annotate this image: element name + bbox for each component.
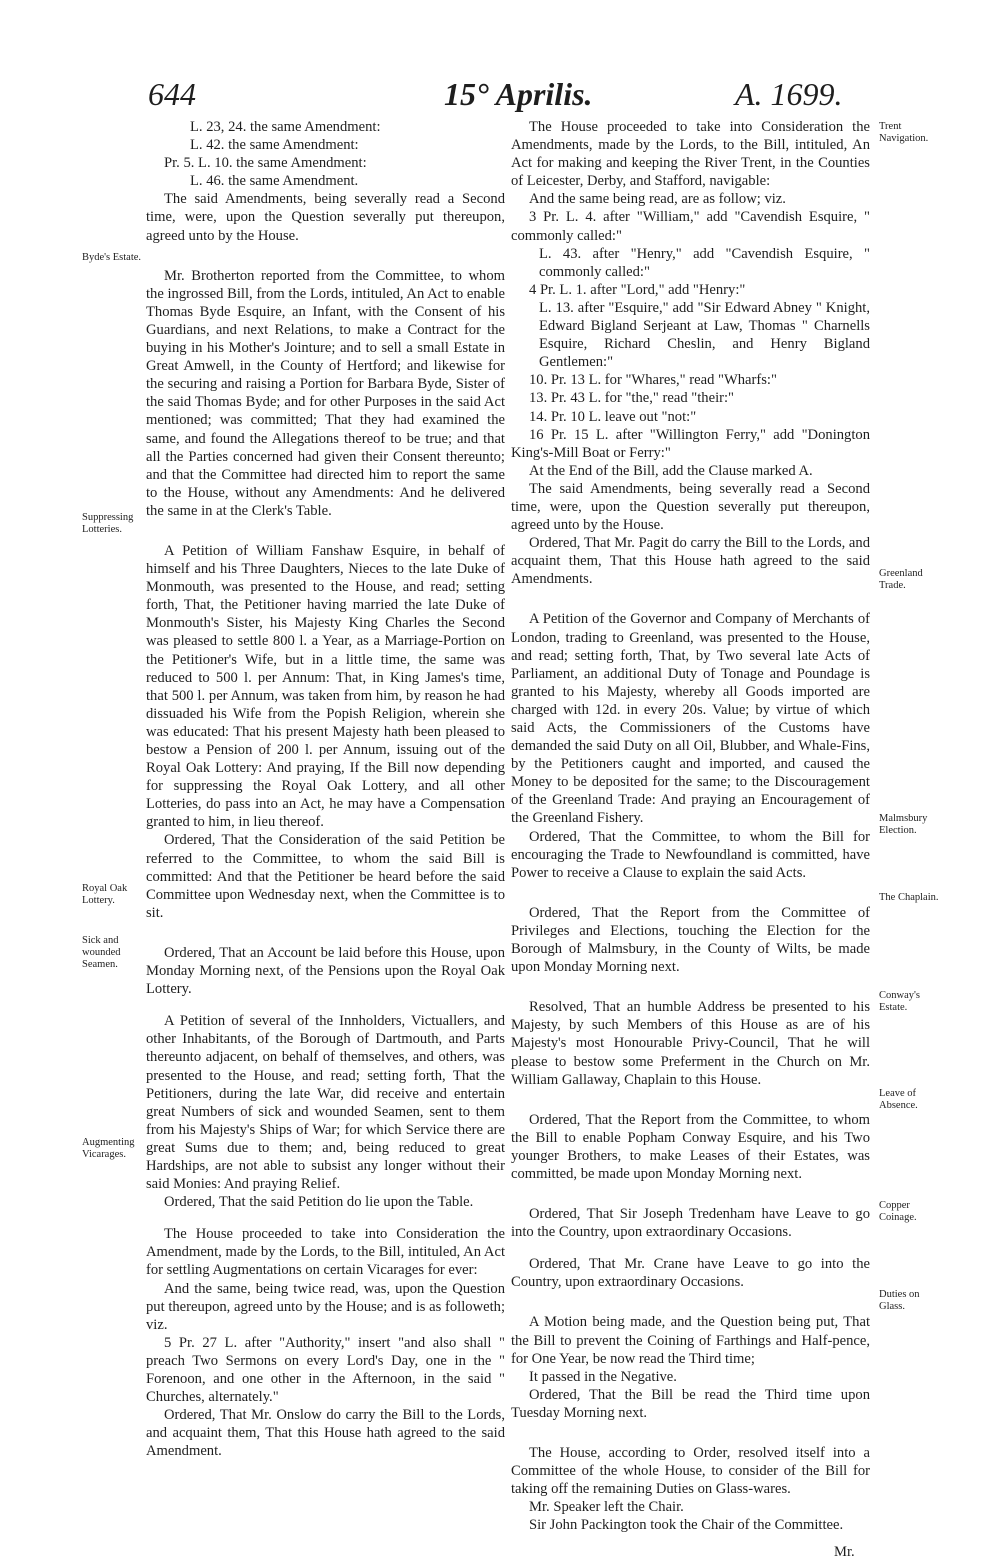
paragraph: A Petition of William Fanshaw Esquire, in behalf of himself and his Three Daughters, Nieces to the late Duke of Monmouth, was presented to the House, and read; setting forth, That, the Petitioner having married the late Duke of Monmouth's Sister, his Majesty King Charles the Second was pleased to settle 800 l. a Year, as a Marriage-Portion on the Petitioner's Wife, but in a little time, the same was reduced to 500 l. per Annum: That, in King James's time, that 500 l. per Annum, was taken from him, by reason he had dissuaded his Wife from the Popish Religion, wherein she was educated: That his present Majesty hath been pleased to bestow a Pension of 200 l. per Annum, issuing out of the Royal Oak Lottery: And praying, If the Bill now depending for suppressing the Royal Oak Lottery, and all other Lotteries, do pass into an Act, he may have a Compensation granted to him, in lieu thereof. bbox=[146, 542, 505, 831]
amendment-line: 16 Pr. 15 L. after "Willington Ferry," add "Donington King's-Mill Boat or Ferry:" bbox=[511, 426, 870, 461]
page-header bbox=[0, 72, 992, 122]
margin-note-conways-estate: Conway's Estate. bbox=[879, 990, 920, 1013]
paragraph: And the same being read, are as follow; viz. bbox=[529, 191, 786, 208]
paragraph: Ordered, That the said Petition do lie upon the Table. bbox=[164, 1194, 474, 1211]
paragraph: Sir John Packington took the Chair of the Committee. bbox=[529, 1517, 844, 1534]
margin-note-bydes-estate: Byde's Estate. bbox=[82, 252, 142, 263]
paragraph: Ordered, That the Bill be read the Third time upon Tuesday Morning next. bbox=[511, 1386, 870, 1421]
paragraph: Ordered, That an Account be laid before this House, upon Monday Morning next, of the Pensions upon the Royal Oak Lottery. bbox=[146, 944, 505, 998]
paragraph: Ordered, That the Report from the Committee of Privileges and Elections, touching the Election for the Borough of Malmsbury, in the County of Wilts, be made upon Monday Morning next. bbox=[511, 904, 870, 976]
left-column bbox=[146, 118, 505, 1460]
paragraph: A Petition of several of the Innholders, Victuallers, and other Inhabitants, of the Borough of Dartmouth, and Parts thereunto adjacent, on behalf of themselves, and others, was presented to the House, and read; setting forth, That the Petitioners, during the late War, did receive and entertain great Numbers of sick and wounded Seamen, sent to them from his Majesty's Ships of War; for which Service there are great Sums due to them; and, being reduced to great Hardships, are not able to subsist any longer without their said Monies: And praying Relief. bbox=[146, 1013, 505, 1193]
paragraph: Ordered, That the Committee, to whom the Bill for encouraging the Trade to Newfoundland is committed, have Power to receive a Clause to explain the said Acts. bbox=[511, 828, 870, 881]
amendment-line: L. 43. after "Henry," add "Cavendish Esquire, " commonly called:" bbox=[539, 245, 870, 280]
margin-note-sick-seamen: Sick and wounded Seamen. bbox=[82, 935, 121, 970]
amendment-line: 4 Pr. L. 1. after "Lord," add "Henry:" bbox=[529, 281, 746, 298]
paragraph: Ordered, That Mr. Pagit do carry the Bill to the Lords, and acquaint them, That this House hath agreed to the said Amendments. bbox=[511, 535, 870, 588]
margin-note-duties-on-glass: Duties on Glass. bbox=[879, 1289, 920, 1312]
paragraph: Ordered, That the Consideration of the said Petition be referred to the Committee, to whom the said Bill is committed: And that the Petitioner be heard before the said Committee upon Wednesday next, when the Committee is to sit. bbox=[146, 832, 505, 921]
amendment-line: 10. Pr. 13 L. for "Whares," read "Wharfs:" bbox=[529, 372, 777, 389]
paragraph: Resolved, That an humble Address be presented to his Majesty, by such Members of this House as are of his Majesty's most Honourable Privy-Council, That he will please to bestow some Preferment in the Church on Mr. William Gallaway, Chaplain to this House. bbox=[511, 999, 870, 1088]
margin-note-copper-coinage: Copper Coinage. bbox=[879, 1200, 917, 1223]
margin-note-malmsbury-election: Malmsbury Election. bbox=[879, 813, 928, 836]
amendment-line: L. 42. the same Amendment: bbox=[190, 137, 359, 154]
margin-note-the-chaplain: The Chaplain. bbox=[879, 892, 939, 903]
paragraph: Ordered, That Sir Joseph Tredenham have Leave to go into the Country, upon extraordinary Occasions. bbox=[511, 1206, 870, 1241]
margin-note-leave-of-absence: Leave of Absence. bbox=[879, 1088, 918, 1111]
margin-note-augmenting-vicarages: Augmenting Vicarages. bbox=[82, 1137, 135, 1160]
paragraph: A Petition of the Governor and Company of Merchants of London, trading to Greenland, was presented to the House, and read; setting forth, That, by Two several late Acts of Parliament, an additional Duty of Tonage and Poundage is granted to his Majesty, whereby all Goods imported are charged with 12d. in every 20s. Value; by virtue of which said Acts, the Commissioners of the Customs have demanded the said Duty on all Oil, Blubber, and Whale-Fins, by the Petitioners caught and imported, and caused the Money to be deposited for the same; to the Discouragement of the Greenland Trade: And praying an Encouragement of the Greenland Fishery. bbox=[511, 611, 870, 827]
paragraph: The said Amendments, being severally read a Second time, were, upon the Question severally put thereupon, agreed unto by the House. bbox=[511, 480, 870, 534]
paragraph: Mr. Brotherton reported from the Committee, to whom the ingrossed Bill, from the Lords, intituled, An Act to enable Thomas Byde Esquire, an Infant, with the Consent of his Guardians, and next Relations, to make a Contract for the buying in his Mother's Jointure; and to sell a small Estate in Great Amwell, in the County of Hertford; and likewise for the securing and raising a Portion for Barbara Byde, Sister of the said Thomas Byde; and for other Purposes in the said Act mentioned; was committed; That they had examined the same, and found the Allegations thereof to be true; and that all the Parties concerned had given their Consent thereunto; and that the Committee had directed him to report the same to the House, without any Amendments: And he delivered the same in at the Clerk's Table. bbox=[146, 267, 505, 519]
amendment-line: 3 Pr. L. 4. after "William," add "Cavendish Esquire, " commonly called:" bbox=[511, 209, 870, 244]
paragraph: Mr. Speaker left the Chair. bbox=[529, 1499, 684, 1516]
margin-note-trent-navigation: Trent Navigation. bbox=[879, 121, 929, 144]
amendment-line: L. 46. the same Amendment. bbox=[190, 173, 359, 190]
paragraph: The House, according to Order, resolved itself into a Committee of the whole House, to consider of the Bill for taking off the remaining Duties on Glass-wares. bbox=[511, 1445, 870, 1498]
page-number: 644 bbox=[148, 76, 196, 112]
paragraph: And the same, being twice read, was, upon the Question put thereupon, agreed unto by the House; and is as followeth; viz. bbox=[146, 1280, 505, 1333]
paragraph: Ordered, That Mr. Onslow do carry the Bill to the Lords, and acquaint them, That this House hath agreed to the said Amendment. bbox=[146, 1407, 505, 1460]
amendment-line: Pr. 5. L. 10. the same Amendment: bbox=[164, 155, 367, 172]
paragraph: A Motion being made, and the Question being put, That the Bill to prevent the Coining of Farthings and Half-pence, for One Year, be now read the Third time; bbox=[511, 1314, 870, 1367]
amendment-line: L. 13. after "Esquire," add "Sir Edward Abney " Knight, Edward Bigland Serjeant at Law, Thomas " Charnells Esquire, Richard Cheslin, and Henry Bigland Gentlemen:" bbox=[539, 299, 870, 371]
margin-note-greenland-trade: Greenland Trade. bbox=[879, 568, 923, 591]
paragraph: Ordered, That Mr. Crane have Leave to go into the Country, upon extraordinary Occasions. bbox=[511, 1256, 870, 1291]
paragraph: 5 Pr. 27 L. after "Authority," insert "and also shall " preach Two Sermons on every Lord's Day, one in the " Forenoon, and one other in the Afternoon, in the said " Churches, alternately." bbox=[146, 1334, 505, 1406]
paragraph: The House proceeded to take into Consideration the Amendments, made by the Lords, to the Bill, intituled, An Act for making and keeping the River Trent, in the Counties of Leicester, Derby, and Stafford, navigable: bbox=[511, 119, 870, 190]
margin-note-suppressing-lotteries: Suppressing Lotteries. bbox=[82, 512, 134, 535]
right-column bbox=[511, 118, 870, 1534]
page-date: 15° Aprilis. bbox=[444, 76, 593, 112]
paragraph: It passed in the Negative. bbox=[529, 1368, 677, 1385]
amendment-line: At the End of the Bill, add the Clause marked A. bbox=[529, 462, 813, 479]
paragraph: Ordered, That the Report from the Committee, to whom the Bill to enable Popham Conway Esquire, and his Two younger Brothers, to make Leases of their Estates, was committed, be made upon Monday Morning next. bbox=[511, 1111, 870, 1182]
page-year: A. 1699. bbox=[735, 76, 843, 112]
amendment-line: 13. Pr. 43 L. for "the," read "their:" bbox=[529, 390, 734, 407]
amendment-line: 14. Pr. 10 L. leave out "not:" bbox=[529, 408, 697, 425]
paragraph: The said Amendments, being severally read a Second time, were, upon the Question severally put thereupon, agreed unto by the House. bbox=[146, 191, 505, 244]
paragraph: The House proceeded to take into Consideration the Amendment, made by the Lords, to the Bill, intituled, An Act for settling Augmentations on certain Vicarages for ever: bbox=[146, 1226, 505, 1279]
amendment-line: L. 23, 24. the same Amendment: bbox=[190, 119, 381, 135]
catchword: Mr. bbox=[834, 1544, 855, 1560]
margin-note-royal-oak-lottery: Royal Oak Lottery. bbox=[82, 883, 128, 906]
